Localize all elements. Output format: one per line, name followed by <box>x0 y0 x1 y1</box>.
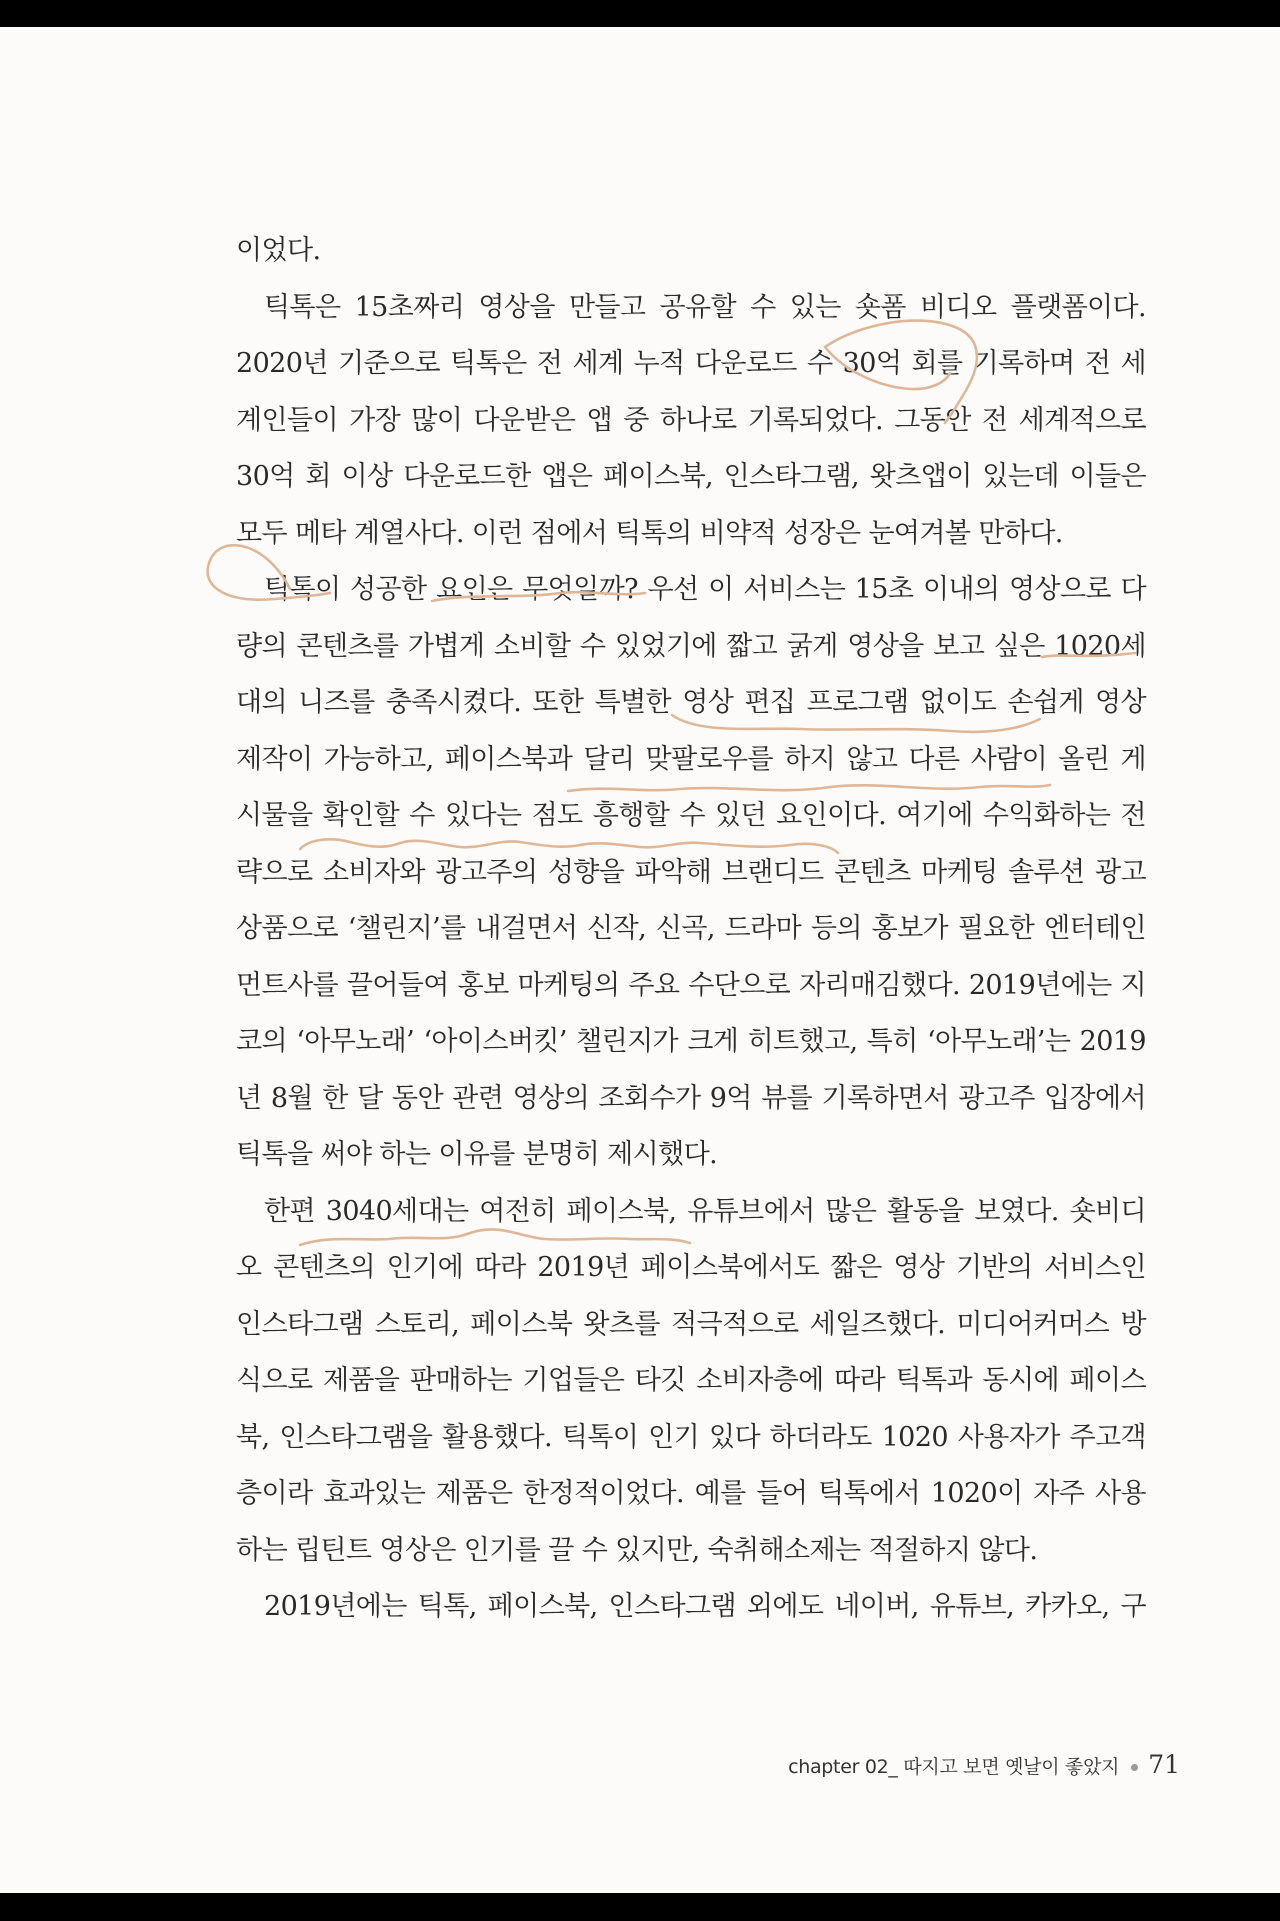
text-line: 량의 콘텐츠를 가볍게 소비할 수 있었기에 짧고 굵게 영상을 보고 싶은 1020세 <box>236 630 1146 662</box>
text-line: 대의 니즈를 충족시켰다. 또한 특별한 영상 편집 프로그램 없이도 손쉽게 영상 <box>236 687 1146 718</box>
text-line: 북, 인스타그램을 활용했다. 틱톡이 인기 있다 하더라도 1020 사용자가 주고객 <box>236 1421 1146 1453</box>
text-line: 틱톡을 써야 하는 이유를 분명히 제시했다. <box>236 1139 718 1170</box>
text-line: 제작이 가능하고, 페이스북과 달리 맞팔로우를 하지 않고 다른 사람이 올린 게 <box>236 743 1146 775</box>
body-text <box>236 223 1146 1636</box>
text-line: 틱톡은 15초짜리 영상을 만들고 공유할 수 있는 숏폼 비디오 플랫폼이다. <box>264 291 1146 323</box>
text-line: 30억 회 이상 다운로드한 앱은 페이스북, 인스타그램, 왓츠앱이 있는데 이들은 <box>236 461 1146 492</box>
text-line: 오 콘텐츠의 인기에 따라 2019년 페이스북에서도 짧은 영상 기반의 서비스인 <box>236 1252 1146 1283</box>
text-line: 틱톡이 성공한 요인은 무엇일까? 우선 이 서비스는 15초 이내의 영상으로 다 <box>264 574 1146 605</box>
text-line: 인스타그램 스토리, 페이스북 왓츠를 적극적으로 세일즈했다. 미디어커머스 방 <box>236 1308 1146 1340</box>
book-page <box>0 27 1280 1893</box>
text-line: 계인들이 가장 많이 다운받은 앱 중 하나로 기록되었다. 그동안 전 세계적으로 <box>236 404 1146 436</box>
chapter-title: chapter 02_ 따지고 보면 옛날이 좋았지 <box>788 1756 1120 1778</box>
text-line: 시물을 확인할 수 있다는 점도 흥행할 수 있던 요인이다. 여기에 수익화하는 전 <box>236 800 1146 831</box>
page-footer <box>0 1750 1180 1779</box>
text-line: 2019년에는 틱톡, 페이스북, 인스타그램 외에도 네이버, 유튜브, 카카오, 구 <box>264 1591 1146 1622</box>
text-line: 층이라 효과있는 제품은 한정적이었다. 예를 들어 틱톡에서 1020이 자주 사용 <box>236 1478 1146 1509</box>
bullet-dot-icon <box>1131 1764 1138 1771</box>
text-line: 식으로 제품을 판매하는 기업들은 타깃 소비자층에 따라 틱톡과 동시에 페이스 <box>236 1365 1146 1396</box>
text-line: 략으로 소비자와 광고주의 성향을 파악해 브랜디드 콘텐츠 마케팅 솔루션 광고 <box>236 856 1146 888</box>
text-line: 상품으로 ‘챌린지’를 내걸면서 신작, 신곡, 드라마 등의 홍보가 필요한 엔터테인 <box>236 913 1146 944</box>
text-line: 이었다. <box>236 235 321 266</box>
text-line: 한편 3040세대는 여전히 페이스북, 유튜브에서 많은 활동을 보였다. 숏비디 <box>264 1195 1146 1227</box>
text-line: 코의 ‘아무노래’ ‘아이스버킷’ 챌린지가 크게 히트했고, 특히 ‘아무노래’는 2019 <box>236 1026 1146 1057</box>
text-line: 먼트사를 끌어들여 홍보 마케팅의 주요 수단으로 자리매김했다. 2019년에는 지 <box>236 969 1146 1001</box>
text-line: 2020년 기준으로 틱톡은 전 세계 누적 다운로드 수 30억 회를 기록하며 전 세 <box>236 348 1146 379</box>
text-line: 모두 메타 계열사다. 이런 점에서 틱톡의 비약적 성장은 눈여겨볼 만하다. <box>236 517 1063 549</box>
page-number: 71 <box>1148 1750 1180 1779</box>
text-line: 하는 립틴트 영상은 인기를 끌 수 있지만, 숙취해소제는 적절하지 않다. <box>236 1534 1038 1566</box>
text-line: 년 8월 한 달 동안 관련 영상의 조회수가 9억 뷰를 기록하면서 광고주 입장에서 <box>236 1082 1146 1114</box>
